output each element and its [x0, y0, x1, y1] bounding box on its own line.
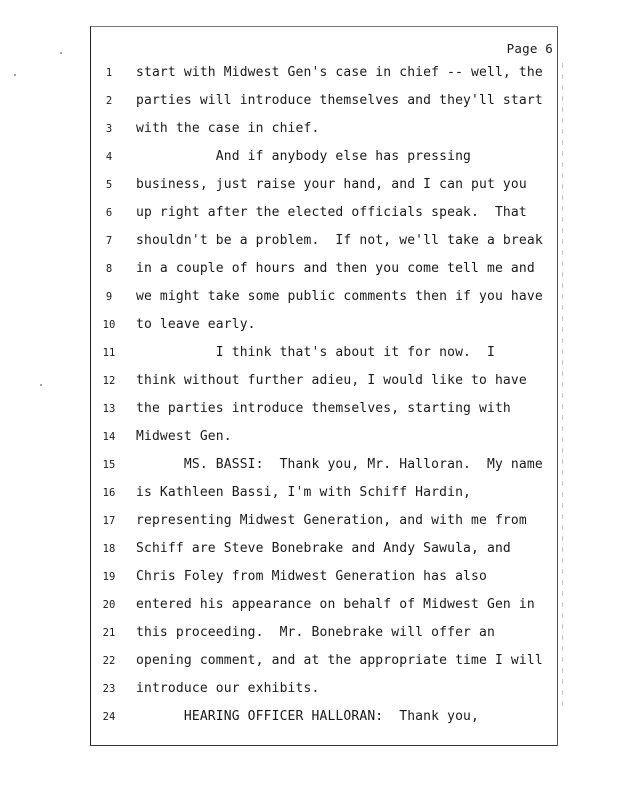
line-number: 14 — [102, 431, 116, 443]
line-text: entered his appearance on behalf of Midwest Gen in — [136, 597, 535, 612]
line-text: business, just raise your hand, and I can put you — [136, 177, 527, 192]
line-number: 10 — [102, 319, 116, 331]
transcript-line — [91, 93, 557, 121]
transcript-line — [91, 457, 557, 485]
transcript-line — [91, 65, 557, 93]
line-text: we might take some public comments then if you have — [136, 289, 543, 304]
transcript-line — [91, 233, 557, 261]
line-text: in a couple of hours and then you come tell me and — [136, 261, 535, 276]
line-number: 7 — [105, 235, 113, 247]
line-number: 15 — [102, 459, 116, 471]
transcript-line — [91, 485, 557, 513]
line-text: HEARING OFFICER HALLORAN: Thank you, — [136, 709, 479, 724]
line-number: 19 — [102, 571, 116, 583]
line-text: introduce our exhibits. — [136, 681, 320, 696]
transcript-line — [91, 597, 557, 625]
line-text: Chris Foley from Midwest Generation has also — [136, 569, 487, 584]
line-text: start with Midwest Gen's case in chief -- well, the — [136, 65, 543, 80]
transcript-line — [91, 345, 557, 373]
line-number: 11 — [102, 347, 116, 359]
line-number: 18 — [102, 543, 116, 555]
scan-speck — [14, 74, 16, 76]
line-text: to leave early. — [136, 317, 256, 332]
line-text: Midwest Gen. — [136, 429, 232, 444]
line-number: 21 — [102, 627, 116, 639]
line-text: I think that's about it for now. I — [136, 345, 495, 360]
scan-margin-dots — [561, 60, 564, 710]
line-number: 22 — [102, 655, 116, 667]
transcript-line — [91, 569, 557, 597]
line-text: with the case in chief. — [136, 121, 320, 136]
line-text: parties will introduce themselves and they'll start — [136, 93, 543, 108]
line-text: the parties introduce themselves, starting with — [136, 401, 511, 416]
transcript-line — [91, 429, 557, 457]
transcript-line — [91, 373, 557, 401]
line-text: think without further adieu, I would like to have — [136, 373, 527, 388]
line-text: up right after the elected officials speak. That — [136, 205, 527, 220]
line-number: 23 — [102, 683, 116, 695]
line-number: 24 — [102, 711, 116, 723]
line-number: 5 — [105, 179, 113, 191]
transcript-line — [91, 261, 557, 289]
scan-speck — [60, 52, 62, 54]
transcript-line — [91, 709, 557, 737]
line-number: 3 — [105, 123, 113, 135]
line-number: 9 — [105, 291, 113, 303]
transcript-line — [91, 317, 557, 345]
line-text: opening comment, and at the appropriate time I will — [136, 653, 543, 668]
line-text: Schiff are Steve Bonebrake and Andy Sawula, and — [136, 541, 511, 556]
transcript-line — [91, 681, 557, 709]
page-number: Page 6 — [506, 41, 553, 56]
transcript-line — [91, 177, 557, 205]
transcript-line — [91, 401, 557, 429]
transcript-line — [91, 513, 557, 541]
transcript-line — [91, 541, 557, 569]
scan-speck — [40, 384, 42, 386]
transcript-page — [90, 26, 558, 746]
line-text: representing Midwest Generation, and with me from — [136, 513, 527, 528]
line-number: 13 — [102, 403, 116, 415]
line-number: 4 — [105, 151, 113, 163]
line-text: And if anybody else has pressing — [136, 149, 472, 164]
line-text: is Kathleen Bassi, I'm with Schiff Hardin, — [136, 485, 472, 500]
line-number: 16 — [102, 487, 116, 499]
line-text: this proceeding. Mr. Bonebrake will offer an — [136, 625, 495, 640]
transcript-line — [91, 625, 557, 653]
transcript-line — [91, 149, 557, 177]
transcript-line — [91, 653, 557, 681]
line-number: 6 — [105, 207, 113, 219]
line-number: 1 — [105, 67, 113, 79]
line-number: 2 — [105, 95, 113, 107]
transcript-line — [91, 205, 557, 233]
transcript-line — [91, 289, 557, 317]
line-number: 12 — [102, 375, 116, 387]
transcript-line — [91, 121, 557, 149]
line-number: 17 — [102, 515, 116, 527]
line-number: 20 — [102, 599, 116, 611]
line-text: shouldn't be a problem. If not, we'll take a break — [136, 233, 543, 248]
line-text: MS. BASSI: Thank you, Mr. Halloran. My name — [136, 457, 543, 472]
line-number: 8 — [105, 263, 113, 275]
